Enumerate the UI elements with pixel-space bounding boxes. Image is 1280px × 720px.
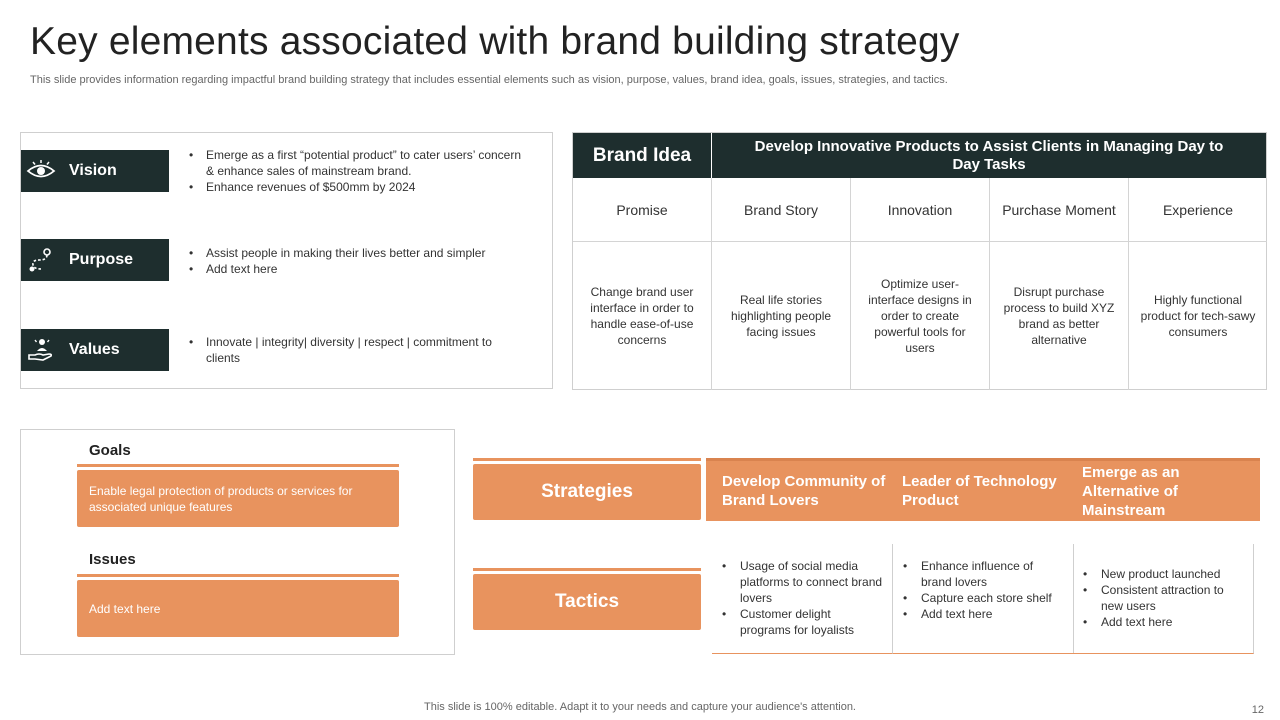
page-number: 12	[1251, 704, 1264, 716]
vision-points	[187, 147, 527, 195]
list-item: • Consistent attraction to new users	[1081, 582, 1245, 614]
eye-icon	[21, 150, 61, 192]
issues-divider	[77, 574, 399, 577]
tactics-column-2	[893, 544, 1074, 654]
table-column-header: Experience	[1129, 178, 1267, 242]
list-item: • Innovate | integrity| diversity | respect | commitment to clients	[187, 334, 527, 366]
table-cell: Change brand user interface in order to handle ease-of-use concerns	[590, 284, 694, 347]
brand-idea-label: Brand Idea	[573, 133, 712, 178]
values-points	[187, 334, 527, 366]
brand-idea-table	[572, 132, 1267, 390]
table-cell: Disrupt purchase process to build XYZ brand as better alternative	[1003, 284, 1115, 347]
strategies-band	[706, 458, 1260, 521]
table-column-header: Innovation	[851, 178, 989, 242]
page-title: Key elements associated with brand building strategy	[30, 20, 960, 63]
purpose-points	[187, 245, 527, 277]
table-column-header: Brand Story	[712, 178, 850, 242]
brand-column-brand-story	[712, 178, 851, 390]
footer-note: This slide is 100% editable. Adapt it to your needs and capture your audience's attention.	[424, 701, 856, 713]
table-cell: Real life stories highlighting people facing issues	[730, 292, 832, 339]
page-subtitle: This slide provides information regarding impactful brand building strategy that includes essential elements such as vision, purpose, values, brand idea, goals, issues, strategies, and tactics.	[30, 74, 948, 86]
table-cell: Highly functional product for tech-sawy consumers	[1140, 292, 1256, 339]
goals-divider	[77, 464, 399, 467]
issues-heading: Issues	[89, 551, 136, 568]
brand-column-promise	[573, 178, 712, 390]
list-item: • Capture each store shelf	[901, 590, 1065, 606]
strategy-item: Develop Community of Brand Lovers	[722, 473, 886, 509]
brand-idea-title: Develop Innovative Products to Assist Clients in Managing Day to Day Tasks	[712, 133, 1266, 178]
purpose-label	[21, 239, 169, 281]
hand-person-icon	[21, 329, 61, 371]
strategy-item: Emerge as an Alternative of Mainstream	[1082, 463, 1180, 519]
strategies-divider	[473, 458, 701, 461]
tactics-column-1	[712, 544, 893, 654]
issues-card: Add text here	[77, 580, 399, 637]
list-item: • Enhance revenues of $500mm by 2024	[187, 179, 527, 195]
list-item: • Add text here	[901, 606, 1065, 622]
brand-elements-panel	[20, 132, 553, 389]
table-cell: Optimize user-interface designs in order to create powerful tools for users	[868, 276, 972, 355]
list-item: • Add text here	[1081, 614, 1245, 630]
list-item: • Emerge as a first “potential product” to cater users’ concern & enhance sales of mainstream brand.	[187, 147, 527, 179]
purpose-label-text: Purpose	[69, 251, 134, 268]
table-column-header: Promise	[573, 178, 711, 242]
goals-heading: Goals	[89, 442, 131, 459]
list-item: • Customer delight programs for loyalists	[720, 606, 884, 638]
list-item: • Add text here	[187, 261, 527, 277]
list-item: • Usage of social media platforms to connect brand lovers	[720, 558, 884, 606]
list-item: • New product launched	[1081, 566, 1245, 582]
path-icon	[21, 239, 61, 281]
values-label-text: Values	[69, 341, 120, 358]
vision-label	[21, 150, 169, 192]
brand-column-experience	[1129, 178, 1267, 390]
tactics-label: Tactics	[473, 574, 701, 630]
tactics-column-3	[1073, 544, 1254, 654]
brand-column-purchase-moment	[990, 178, 1129, 390]
tactics-divider	[473, 568, 701, 571]
goals-card: Enable legal protection of products or services for associated unique features	[77, 470, 399, 527]
brand-column-innovation	[851, 178, 990, 390]
strategies-label: Strategies	[473, 464, 701, 520]
table-column-header: Purchase Moment	[990, 178, 1128, 242]
vision-label-text: Vision	[69, 162, 117, 179]
list-item: • Assist people in making their lives better and simpler	[187, 245, 527, 261]
list-item: • Enhance influence of brand lovers	[901, 558, 1065, 590]
strategy-item: Leader of Technology Product	[902, 473, 1057, 509]
goals-issues-panel	[20, 429, 455, 655]
values-label	[21, 329, 169, 371]
